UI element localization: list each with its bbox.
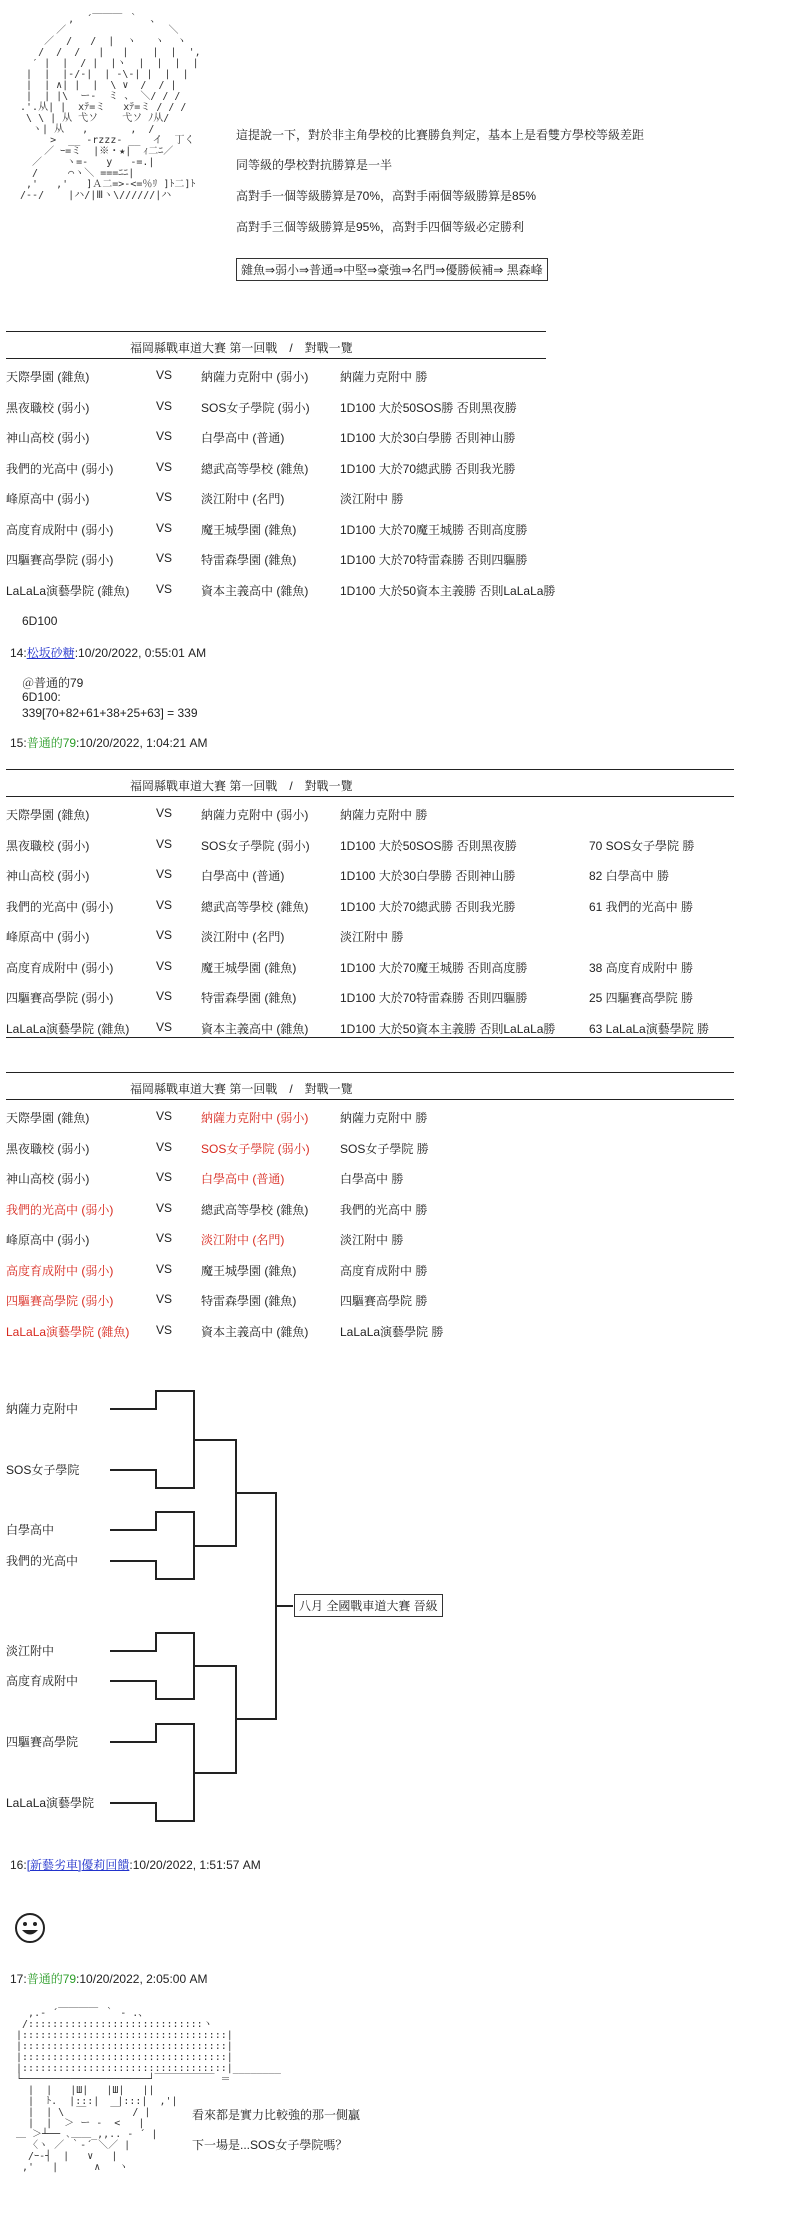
post-14-header <box>10 644 206 661</box>
post-number: 15: <box>10 736 27 750</box>
result-text: 淡江附中 勝 <box>340 1233 404 1247</box>
bracket-line <box>155 1802 157 1822</box>
vs-label: VS <box>156 429 173 443</box>
away-team: 白學高中 (普通) <box>201 869 285 883</box>
away-team: SOS女子學院 (弱小) <box>201 838 310 853</box>
vs-label: VS <box>156 1261 173 1276</box>
away-team: 魔王城學園 (雜魚) <box>201 1263 297 1278</box>
result-text: SOS女子學院 勝 <box>340 1141 429 1156</box>
poster-name: 普通的79 <box>26 736 77 750</box>
bracket-line <box>110 1408 155 1410</box>
poster-name-link[interactable]: [新藝劣車]優莉回饋 <box>26 1858 130 1872</box>
home-team: 神山高校 (弱小) <box>6 869 90 883</box>
dice-result-text: 82 白學高中 勝 <box>589 869 670 883</box>
bracket-line <box>155 1578 195 1580</box>
result-text: 1D100 大於70特雷森勝 否則四驅勝 <box>340 553 528 567</box>
intro-line-4: 高對手三個等級勝算是95%，高對手四個等級必定勝利 <box>236 220 525 234</box>
away-team: 特雷森學園 (雜魚) <box>201 1294 297 1308</box>
vs-label: VS <box>156 1200 173 1215</box>
post-number: 16: <box>10 1858 27 1872</box>
result-text: 我們的光高中 勝 <box>340 1202 428 1217</box>
bracket-line <box>110 1680 155 1682</box>
result-text: 淡江附中 勝 <box>340 930 404 944</box>
vs-label: VS <box>156 867 173 881</box>
post-number: 17: <box>10 1972 27 1986</box>
dice-label: 6D100 <box>22 614 58 628</box>
bracket-line <box>110 1469 155 1471</box>
bracket-line <box>110 1650 155 1652</box>
dice-result-text: 61 我們的光高中 勝 <box>589 899 694 914</box>
table3-title: 福岡縣戰車道大賽 第一回戰 / 對戰一覽 <box>130 1082 353 1096</box>
ascii-art-character-1: , ´￣￣￣ ｀ 、 ／ ＼ ／ / / | ヽ ヽ ヽ / / / | | | | ', ′ | | / | |ヽ | | | | | | |-/-| | -\-| | | | | | ∧| | | \ ∨ / / | | | |\ ー- ミ 、 ＼/ / / .'.从| | xﾃ=ミ xﾃ=ミ / / / \ \ | 从 弋ソ 弋ソ ﾉ从/ ヽ| 从 , , / > __ -rzzz- __ イ 丁く ／ ｰ=ミ |※・★| ｨ二ﾆ／ ／ ヽ=- y -=.| / ⌒ヽ＼ ===ﾆﾆ| ,' ,' ]Ａ二=>-<=％ﾘ ]ﾄ二]ﾄ /--/ |ハ/|Ⅲヽ\//////|ハ <box>20 14 201 201</box>
bracket-team: 高度育成附中 <box>6 1674 79 1688</box>
intro-line-2: 同等級的學校對抗勝算是一半 <box>236 158 393 172</box>
vs-label: VS <box>156 459 173 474</box>
post-17-header <box>10 1970 207 1987</box>
table2-title: 福岡縣戰車道大賽 第一回戰 / 對戰一覽 <box>130 779 353 793</box>
poster-name: 普通的79 <box>26 1972 77 1986</box>
result-text: 淡江附中 勝 <box>340 492 404 506</box>
bracket-line <box>155 1723 195 1725</box>
bracket-team: 白學高中 <box>6 1523 55 1537</box>
post-16-header <box>10 1856 261 1873</box>
bracket-line <box>110 1560 155 1562</box>
vs-label: VS <box>156 1231 173 1245</box>
dice-result-text: 63 LaLaLa演藝學院 勝 <box>589 1021 710 1036</box>
away-team: 總武高等學校 (雜魚) <box>201 461 309 476</box>
away-team: 特雷森學園 (雜魚) <box>201 991 297 1005</box>
result-text: 1D100 大於70特雷森勝 否則四驅勝 <box>340 991 528 1005</box>
result-text: 1D100 大於30白學勝 否則神山勝 <box>340 431 516 445</box>
bracket-line <box>110 1529 155 1531</box>
home-team: 峰原高中 (弱小) <box>6 492 90 506</box>
post-number: 14: <box>10 646 27 660</box>
bracket-team: 我們的光高中 <box>6 1554 79 1568</box>
vs-label: VS <box>156 958 173 973</box>
away-team: SOS女子學院 (弱小) <box>201 400 310 415</box>
result-text: 1D100 大於70總武勝 否則我光勝 <box>340 899 516 914</box>
smile-emoticon-icon <box>14 1912 46 1944</box>
bracket-line <box>155 1390 195 1392</box>
result-text: 納薩力克附中 勝 <box>340 808 428 822</box>
vs-label: VS <box>156 1322 173 1337</box>
away-team: 資本主義高中 (雜魚) <box>201 1324 309 1339</box>
ascii-art-character-2: ,.‐ ´￣￣￣￣ ｀ ‐ .、 /:::::::::::::::::::::::::::::ヽ |::::::::::::::::::::::::::::::::::| |::::::::::::::::::::::::::::::::::| |::::::::::::::::::::::::::::::::::| |::::::::::::::::::::::::::::::::::|________ └─────────────────────┘￣￣￣￣￣￣ ＝ | | |Ш| |Ш| || | ﾄ. |:::| |:::| ,'| | | \ ￣ ￣ / | | | ＞ ー ‐ < | ＿ ＞┴── ､＿＿_,,.. ‐ ´ | 〈ヽ ／ ｀-´ ＼／ | /ｰ-┤ | ∨ | ,' | ∧ ヽ <box>16 2008 281 2173</box>
home-team: LaLaLa演藝學院 (雜魚) <box>6 1021 130 1036</box>
post-15-header <box>10 734 207 751</box>
bracket-line <box>193 1772 235 1774</box>
result-text: 1D100 大於70魔王城勝 否則高度勝 <box>340 960 528 975</box>
home-team: 黑夜職校 (弱小) <box>6 1141 90 1156</box>
dice-result-line-1: ＠普通的79 <box>22 676 84 690</box>
vs-label: VS <box>156 1019 173 1034</box>
closing-line-1: 看來都是實力比較強的那一側贏 <box>192 2108 361 2122</box>
bracket-line <box>193 1439 235 1441</box>
away-team: 白學高中 (普通) <box>201 431 285 445</box>
away-team: 淡江附中 (名門) <box>201 1233 285 1247</box>
home-team: 峰原高中 (弱小) <box>6 930 90 944</box>
table1-title: 福岡縣戰車道大賽 第一回戰 / 對戰一覽 <box>130 341 353 355</box>
bracket-line <box>155 1511 157 1531</box>
away-team: 特雷森學園 (雜魚) <box>201 553 297 567</box>
away-team: 納薩力克附中 (弱小) <box>201 808 309 822</box>
home-team: 峰原高中 (弱小) <box>6 1233 90 1247</box>
result-text: 高度育成附中 勝 <box>340 1263 428 1278</box>
rank-order-box: 雜魚⇒弱小⇒普通⇒中堅⇒豪強⇒名門⇒優勝候補⇒ 黑森峰 <box>236 258 548 281</box>
result-text: 白學高中 勝 <box>340 1172 404 1186</box>
vs-label: VS <box>156 989 173 1003</box>
bracket-line <box>110 1741 155 1743</box>
table3-title-rule <box>6 1099 734 1100</box>
vs-label: VS <box>156 1109 173 1123</box>
home-team: 我們的光高中 (弱小) <box>6 899 114 914</box>
home-team: 四驅賽高學院 (弱小) <box>6 991 114 1005</box>
home-team: 神山高校 (弱小) <box>6 431 90 445</box>
home-team: 神山高校 (弱小) <box>6 1172 90 1186</box>
vs-label: VS <box>156 806 173 820</box>
closing-line-2: 下一場是...SOS女子學院嗎？ <box>192 2138 348 2152</box>
result-text: 1D100 大於70魔王城勝 否則高度勝 <box>340 522 528 537</box>
poster-name-link[interactable]: 松坂砂糖 <box>26 646 75 660</box>
away-team: 資本主義高中 (雜魚) <box>201 583 309 598</box>
away-team: 魔王城學園 (雜魚) <box>201 960 297 975</box>
result-text: 納薩力克附中 勝 <box>340 370 428 384</box>
result-text: 1D100 大於50資本主義勝 否則LaLaLa勝 <box>340 1021 556 1036</box>
bracket-team: SOS女子學院 <box>6 1463 80 1477</box>
result-text: 1D100 大於70總武勝 否則我光勝 <box>340 461 516 476</box>
table2-bottom-rule <box>6 1037 734 1038</box>
post-time: :10/20/2022, 1:51:57 AM <box>129 1858 261 1872</box>
table3-top-rule <box>6 1072 734 1073</box>
vs-label: VS <box>156 928 173 942</box>
bracket-line <box>155 1698 195 1700</box>
away-team: 總武高等學校 (雜魚) <box>201 899 309 914</box>
bracket-line <box>155 1487 195 1489</box>
vs-label: VS <box>156 836 173 851</box>
bracket-line <box>110 1802 155 1804</box>
away-team: SOS女子學院 (弱小) <box>201 1141 310 1156</box>
bracket-team: 納薩力克附中 <box>6 1402 79 1416</box>
home-team: 高度育成附中 (弱小) <box>6 522 114 537</box>
result-text: 納薩力克附中 勝 <box>340 1111 428 1125</box>
away-team: 淡江附中 (名門) <box>201 492 285 506</box>
away-team: 總武高等學校 (雜魚) <box>201 1202 309 1217</box>
bracket-line <box>193 1545 235 1547</box>
away-team: 資本主義高中 (雜魚) <box>201 1021 309 1036</box>
result-text: 1D100 大於30白學勝 否則神山勝 <box>340 869 516 883</box>
bracket-team: LaLaLa演藝學院 <box>6 1796 95 1810</box>
bracket-line <box>235 1492 275 1494</box>
vs-label: VS <box>156 1170 173 1184</box>
intro-line-1: 這提說一下，對於非主角學校的比賽勝負判定，基本上是看雙方學校等級差距 <box>236 128 645 142</box>
intro-line-3: 高對手一個等級勝算是70%，高對手兩個等級勝算是85% <box>236 189 537 203</box>
result-text: LaLaLa演藝學院 勝 <box>340 1324 444 1339</box>
away-team: 納薩力克附中 (弱小) <box>201 370 309 384</box>
home-team: 我們的光高中 (弱小) <box>6 1202 114 1217</box>
vs-label: VS <box>156 398 173 413</box>
away-team: 白學高中 (普通) <box>201 1172 285 1186</box>
home-team: 高度育成附中 (弱小) <box>6 1263 114 1278</box>
away-team: 淡江附中 (名門) <box>201 930 285 944</box>
result-text: 1D100 大於50SOS勝 否則黑夜勝 <box>340 838 517 853</box>
dice-result-text: 70 SOS女子學院 勝 <box>589 838 695 853</box>
home-team: LaLaLa演藝學院 (雜魚) <box>6 1324 130 1339</box>
away-team: 魔王城學園 (雜魚) <box>201 522 297 537</box>
bracket-line <box>155 1680 157 1700</box>
vs-label: VS <box>156 490 173 504</box>
dice-result-text: 38 高度育成附中 勝 <box>589 960 694 975</box>
bracket-line <box>275 1605 293 1607</box>
bracket-final-box: 八月 全國戰車道大賽 晉級 <box>294 1594 443 1617</box>
home-team: 黑夜職校 (弱小) <box>6 838 90 853</box>
dice-result-line-3: 339[70+82+61+38+25+63] = 339 <box>22 706 198 720</box>
home-team: 四驅賽高學院 (弱小) <box>6 553 114 567</box>
bracket-line <box>155 1511 195 1513</box>
away-team: 納薩力克附中 (弱小) <box>201 1111 309 1125</box>
post-time: :10/20/2022, 2:05:00 AM <box>76 1972 208 1986</box>
post-time: :10/20/2022, 1:04:21 AM <box>76 736 208 750</box>
bracket-line <box>193 1665 235 1667</box>
vs-label: VS <box>156 897 173 912</box>
bracket-team: 四驅賽高學院 <box>6 1735 79 1749</box>
table1-title-rule <box>6 358 546 359</box>
vs-label: VS <box>156 581 173 596</box>
vs-label: VS <box>156 520 173 535</box>
home-team: 四驅賽高學院 (弱小) <box>6 1294 114 1308</box>
bracket-line <box>155 1632 157 1652</box>
bracket-line <box>155 1560 157 1580</box>
vs-label: VS <box>156 1292 173 1306</box>
vs-label: VS <box>156 1139 173 1154</box>
home-team: LaLaLa演藝學院 (雜魚) <box>6 583 130 598</box>
post-time: :10/20/2022, 0:55:01 AM <box>74 646 207 660</box>
vs-label: VS <box>156 368 173 382</box>
vs-label: VS <box>156 551 173 565</box>
table1-top-rule <box>6 331 546 332</box>
dice-result-text: 25 四驅賽高學院 勝 <box>589 991 694 1005</box>
home-team: 我們的光高中 (弱小) <box>6 461 114 476</box>
home-team: 天際學園 (雜魚) <box>6 1111 90 1125</box>
dice-result-line-2: 6D100: <box>22 690 61 704</box>
result-text: 1D100 大於50資本主義勝 否則LaLaLa勝 <box>340 583 556 598</box>
result-text: 四驅賽高學院 勝 <box>340 1294 428 1308</box>
bracket-line <box>155 1723 157 1743</box>
bracket-line <box>155 1820 195 1822</box>
home-team: 黑夜職校 (弱小) <box>6 400 90 415</box>
home-team: 高度育成附中 (弱小) <box>6 960 114 975</box>
home-team: 天際學園 (雜魚) <box>6 808 90 822</box>
bracket-line <box>155 1390 157 1410</box>
bracket-line <box>155 1469 157 1489</box>
table2-top-rule <box>6 769 734 770</box>
bracket-line <box>155 1632 195 1634</box>
table2-title-rule <box>6 796 734 797</box>
home-team: 天際學園 (雜魚) <box>6 370 90 384</box>
bracket-team: 淡江附中 <box>6 1644 55 1658</box>
bracket-line <box>235 1718 275 1720</box>
result-text: 1D100 大於50SOS勝 否則黑夜勝 <box>340 400 517 415</box>
